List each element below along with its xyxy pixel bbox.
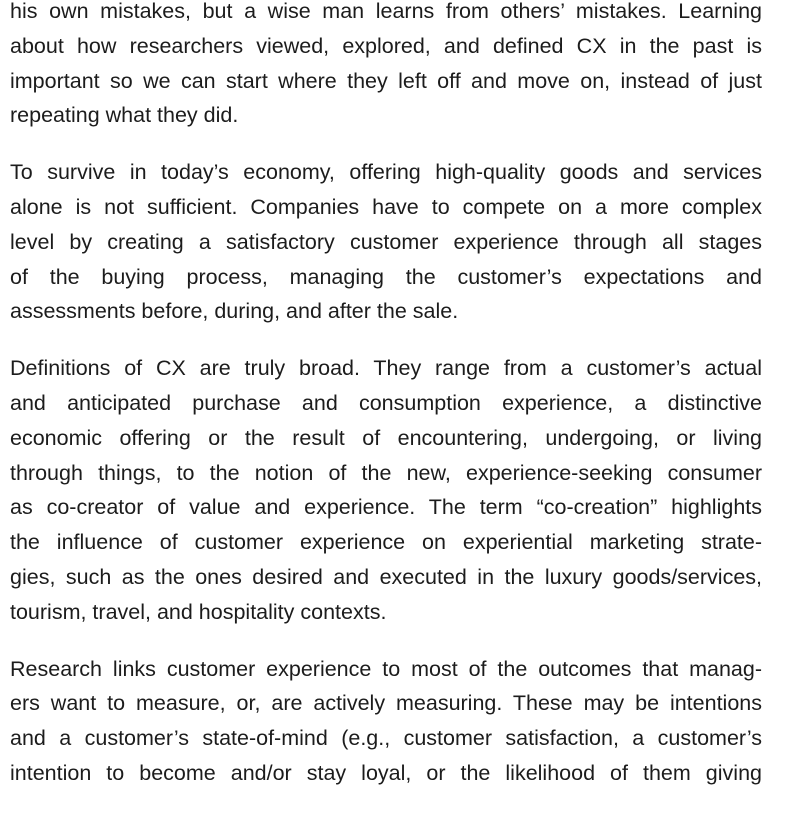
text-line: gies, such as the ones desired and executed in the luxury goods/services, — [10, 564, 762, 589]
text-line: Definitions of CX are truly broad. They range from a customer’s actual — [10, 356, 762, 381]
paragraph-research-outcomes — [10, 652, 762, 791]
text-line: the influence of customer experience on experiential marketing strate- — [10, 530, 762, 555]
text-line: and a customer’s state-of-mind (e.g., customer satisfaction, a customer’s — [10, 726, 762, 751]
text-line: Research links customer experience to most of the outcomes that manag- — [10, 656, 762, 681]
text-line: about how researchers viewed, explored, and defined CX in the past is — [10, 33, 762, 58]
paragraph-survive-economy — [10, 155, 762, 329]
text-line: of the buying process, managing the customer’s expectations and — [10, 264, 762, 289]
paragraph-learning-from-mistakes — [10, 0, 762, 133]
text-line: repeating what they did. — [10, 103, 239, 128]
text-line: level by creating a satisfactory customer experience through all stages — [10, 229, 762, 254]
text-line: assessments before, during, and after the sale. — [10, 299, 459, 324]
text-line: and anticipated purchase and consumption experience, a distinctive — [10, 390, 762, 415]
document-page — [10, 0, 762, 813]
text-line: important so we can start where they left off and move on, instead of just — [10, 68, 762, 93]
text-line: economic offering or the result of encountering, undergoing, or living — [10, 425, 762, 450]
text-line: tourism, travel, and hospitality contexts. — [10, 599, 387, 624]
text-line: To survive in today’s economy, offering high-quality goods and services — [10, 160, 762, 185]
text-line: ers want to measure, or, are actively measuring. These may be intentions — [10, 691, 762, 716]
paragraph-cx-definitions — [10, 351, 762, 629]
text-line: through things, to the notion of the new, experience-seeking consumer — [10, 460, 762, 485]
text-line: intention to become and/or stay loyal, or the likelihood of them giving — [10, 760, 762, 785]
text-line: his own mistakes, but a wise man learns from others’ mistakes. Learning — [10, 0, 762, 23]
text-line: alone is not sufficient. Companies have to compete on a more complex — [10, 194, 762, 219]
text-line: as co-creator of value and experience. The term “co-creation” highlights — [10, 495, 762, 520]
